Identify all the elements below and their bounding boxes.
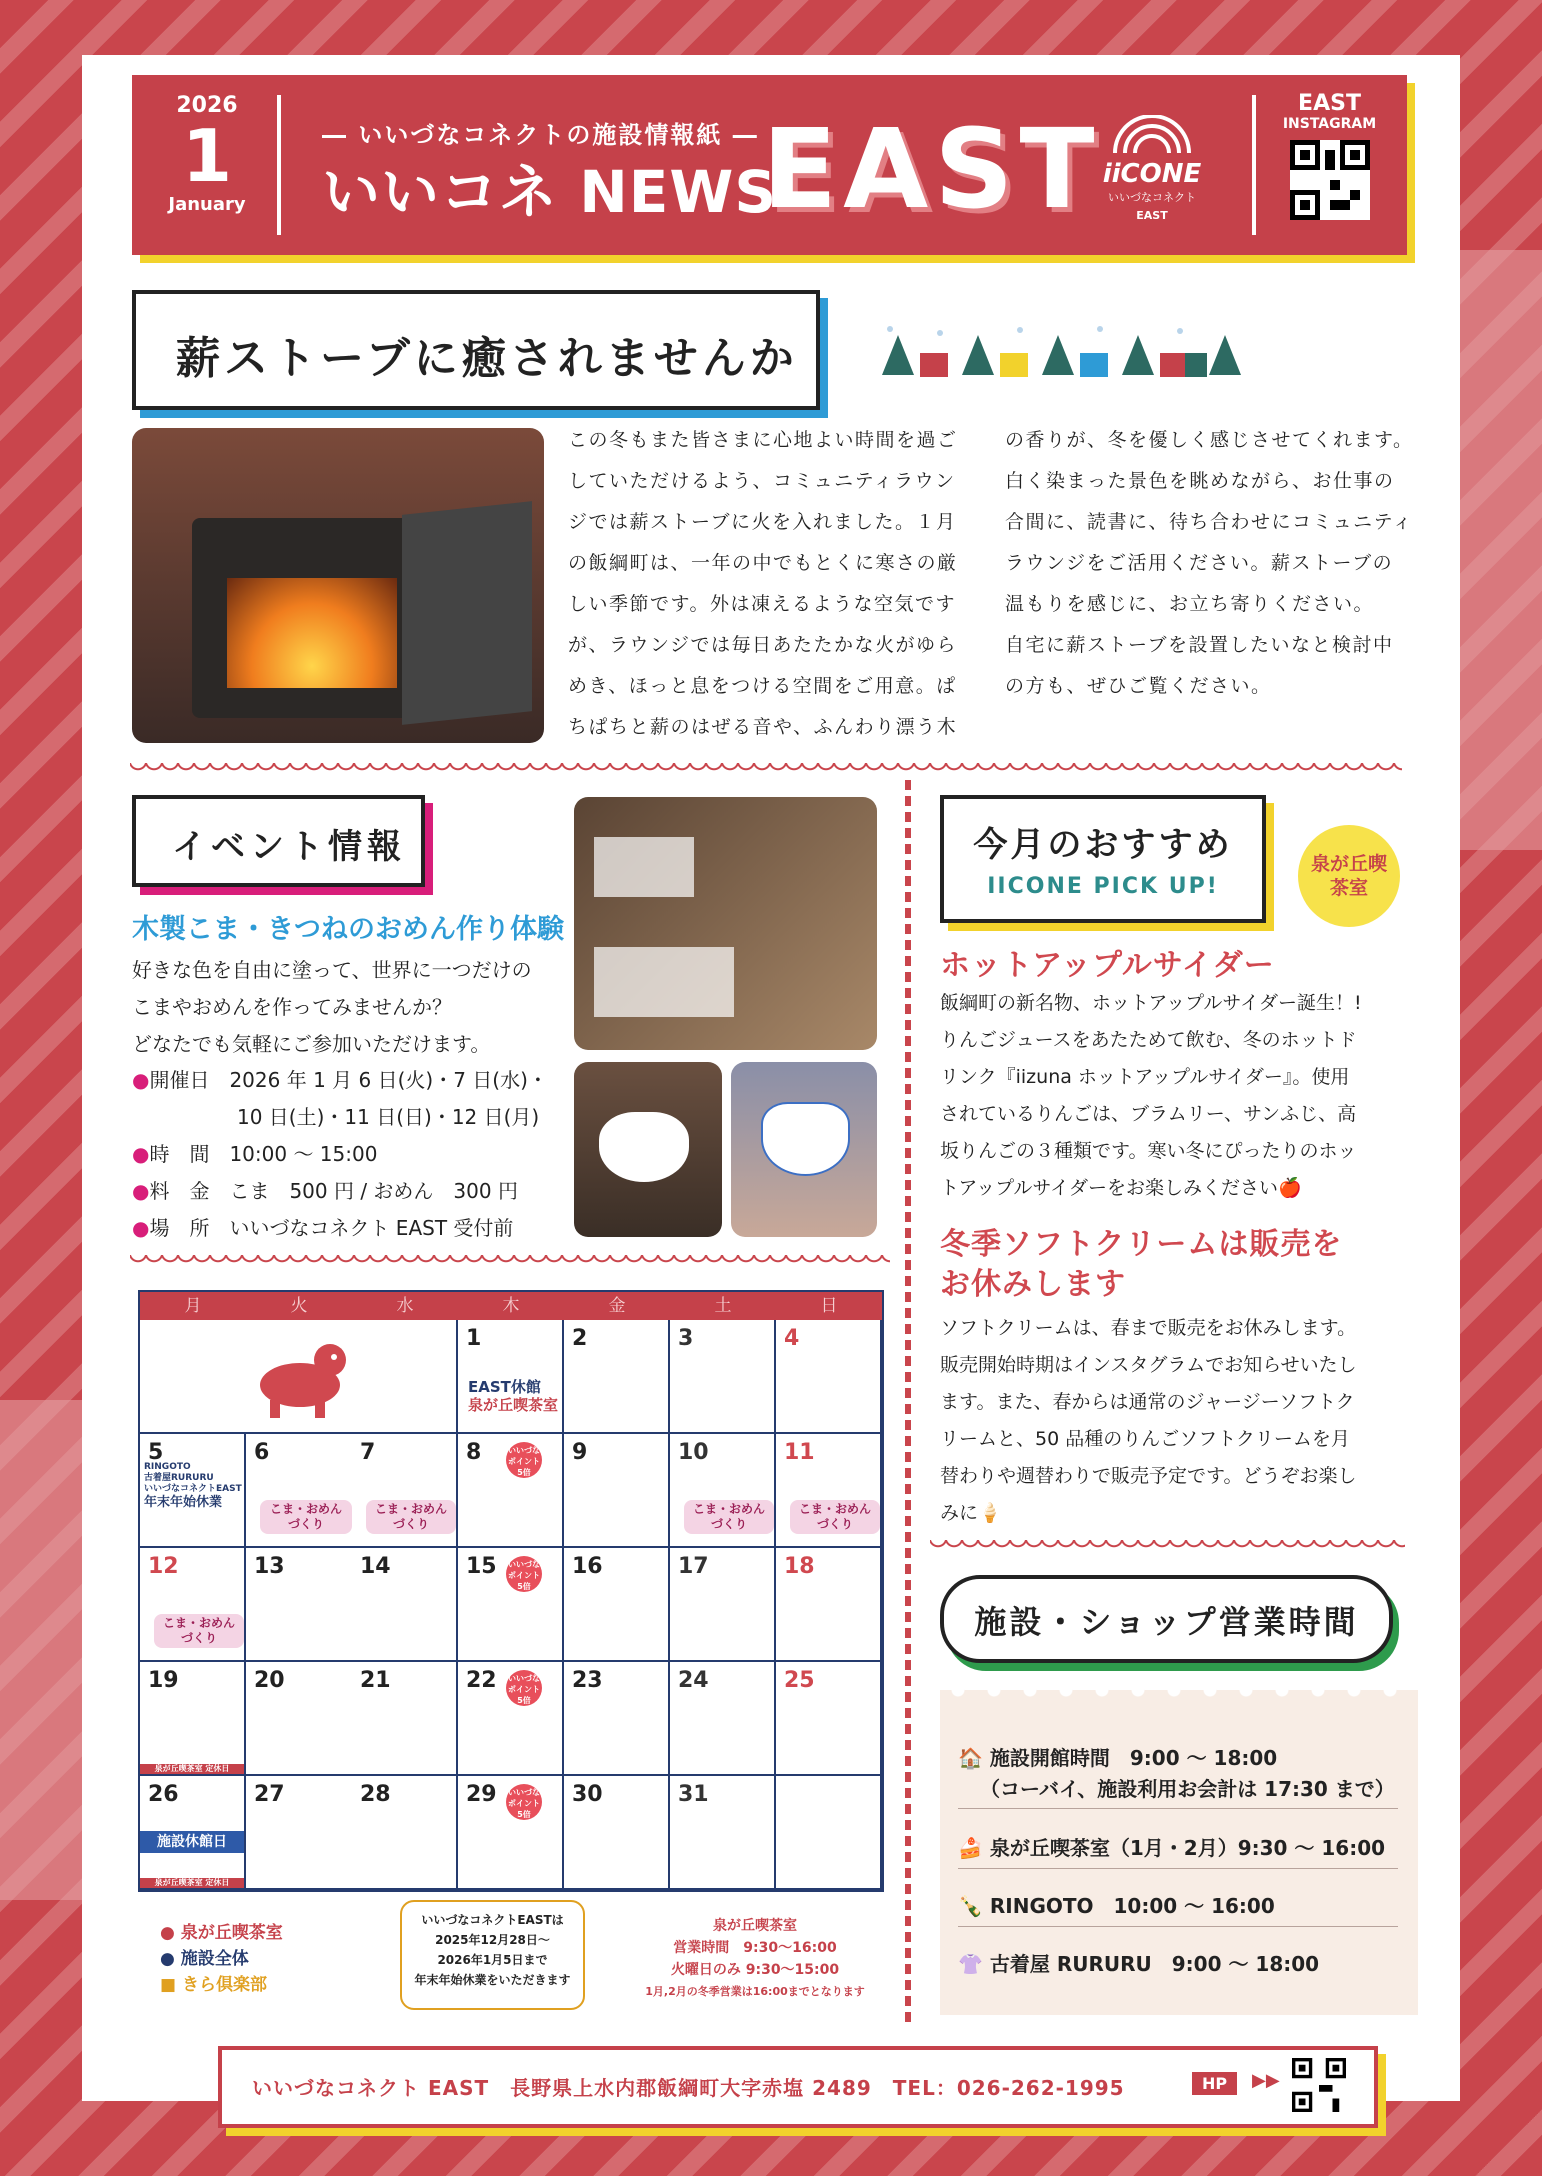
calendar-day <box>458 1548 564 1662</box>
day-number: 1 <box>466 1326 482 1351</box>
notice-line: 年末年始休業をいただきます <box>414 1973 571 1987</box>
pickup-item2-title-line: 冬季ソフトクリームは販売を <box>940 1227 1343 1262</box>
point-badge: いいづな ポイント 5倍 <box>506 1442 542 1478</box>
pickup-line: されているりんごは、ブラムリー、サンふじ、高 <box>940 1103 1357 1125</box>
cafe-badge: 泉が丘喫茶室 <box>1298 825 1400 927</box>
event-date-label: 開催日 <box>149 1068 210 1092</box>
calendar-day <box>458 1662 564 1776</box>
bullet-icon: ● <box>132 1142 150 1166</box>
calendar-day <box>352 1662 458 1776</box>
calendar-day <box>246 1776 352 1890</box>
pickup-line: 販売開始時期はインスタグラムでお知らせいたし <box>940 1354 1357 1376</box>
article-line: の飯綱町は、一年の中でもとくに寒さの厳 <box>568 552 958 574</box>
article-line: 白く染まった景色を眺めながら、お仕事の <box>1005 470 1395 492</box>
edition-title: EAST <box>762 105 1101 233</box>
calendar-day <box>140 1776 246 1890</box>
hours-facility: 🏠 施設開館時間 9:00 ～ 18:00 <box>958 1746 1278 1770</box>
vertical-divider <box>905 780 911 2025</box>
day-number: 2 <box>572 1326 588 1351</box>
event-desc-line: 好きな色を自由に塗って、世界に一つだけの <box>132 958 532 982</box>
calendar-day <box>140 1548 246 1662</box>
event-fee-label: 料 金 <box>149 1179 210 1203</box>
day-number: 11 <box>784 1440 815 1465</box>
event-photo-child-mask <box>731 1062 877 1237</box>
bullet-icon: ● <box>132 1216 150 1240</box>
event-description <box>132 952 572 1063</box>
calendar-day <box>564 1320 670 1434</box>
cafe-hours-tuesday: 火曜日のみ 9:30～15:00 <box>670 1962 840 1978</box>
calendar-day <box>776 1548 882 1662</box>
calendar-day <box>776 1662 882 1776</box>
bullet-icon: ● <box>132 1068 150 1092</box>
instagram-block <box>1267 91 1392 224</box>
new-year-label: 年末年始休業 <box>144 1495 223 1510</box>
hours-facility-note: （コーバイ、施設利用お会計は 17:30 まで） <box>980 1777 1395 1801</box>
day-number: 14 <box>360 1554 391 1579</box>
logo-east: EAST <box>1136 209 1168 222</box>
calendar-grid <box>140 1320 882 1890</box>
calendar-day <box>670 1776 776 1890</box>
day-number: 3 <box>678 1326 694 1351</box>
cafe-closed-label: 泉が丘喫茶室 定休日 <box>140 1878 244 1888</box>
day-number: 31 <box>678 1782 709 1807</box>
east-closed-label: EAST休館 <box>468 1378 541 1396</box>
day-number: 15 <box>466 1554 497 1579</box>
instagram-qr-code[interactable] <box>1290 140 1370 220</box>
calendar-day <box>246 1548 352 1662</box>
day-number: 22 <box>466 1668 497 1693</box>
issue-month-number: 1 <box>181 114 233 198</box>
pickup-line: 飯綱町の新名物、ホットアップルサイダー誕生！! <box>940 992 1362 1014</box>
calendar <box>138 1290 884 1892</box>
event-time-label: 時 間 <box>149 1142 210 1166</box>
pickup-item1-title: ホットアップルサイダー <box>940 948 1275 983</box>
instagram-label-2: INSTAGRAM <box>1282 116 1377 132</box>
hp-link[interactable]: HP <box>1192 2072 1237 2095</box>
pickup-line: りんごジュースをあたためて飲む、冬のホットド <box>940 1029 1357 1051</box>
iicone-logo <box>1092 115 1212 222</box>
calendar-day <box>352 1548 458 1662</box>
pickup-item2-title-line: お休みします <box>940 1267 1126 1302</box>
calendar-day <box>246 1662 352 1776</box>
bus-icon: ■ <box>160 1975 177 1995</box>
article-line: しい季節です。外は凍えるような空気です <box>568 593 956 615</box>
footer-address: いいづなコネクト EAST 長野県上水内郡飯綱町大字赤塩 2489 TEL：026-262-1995 <box>252 2076 1125 2100</box>
day-number: 17 <box>678 1554 709 1579</box>
event-fee-value: こま 500 円 / おめん 300 円 <box>229 1179 518 1203</box>
calendar-illustration <box>140 1320 458 1434</box>
workshop-chip: こま・おめん づくり <box>154 1614 244 1648</box>
day-number: 8 <box>466 1440 482 1465</box>
calendar-day <box>246 1434 352 1548</box>
article-line: ジでは薪ストーブに火を入れました。１月 <box>568 511 957 533</box>
weekday-label: 日 <box>820 1296 838 1316</box>
article-line: の方も、ぜひご覧ください。 <box>1005 675 1272 697</box>
event-desc-line: どなたでも気軽にご参加いただけます。 <box>132 1032 491 1056</box>
background-block <box>0 1400 82 1900</box>
hours-title: 施設・ショップ営業時間 <box>974 1603 1359 1641</box>
issue-month-name: January <box>168 194 246 215</box>
event-photo-masks <box>574 1062 722 1237</box>
horse-icon <box>230 1330 370 1420</box>
calendar-day <box>564 1548 670 1662</box>
instagram-label-1: EAST <box>1298 91 1361 116</box>
feature-article-col1 <box>568 420 988 748</box>
facility-closed-label: 施設休館日 <box>140 1831 244 1853</box>
day-number: 4 <box>784 1326 800 1351</box>
hours-rururu: 👚 古着屋 RURURU 9:00 ～ 18:00 <box>958 1952 1320 1976</box>
point-badge: いいづな ポイント 5倍 <box>506 1670 542 1706</box>
day-number: 27 <box>254 1782 285 1807</box>
newsletter-name: いいコネ NEWS <box>322 158 778 226</box>
notice-line: いいづなコネクトEASTは <box>421 1913 564 1927</box>
article-line: めき、ほっと息をつける空間をご用意。ぱ <box>568 675 957 697</box>
day-number: 13 <box>254 1554 285 1579</box>
legend-facility: 施設全体 <box>180 1949 249 1969</box>
day-number: 6 <box>254 1440 270 1465</box>
hours-divider <box>958 1868 1398 1869</box>
issue-date <box>152 93 262 215</box>
calendar-day <box>776 1434 882 1548</box>
article-line: ちぱちと薪のはぜる音や、ふんわり漂う木 <box>568 716 958 738</box>
pickup-subtitle: IICONE PICK UP! <box>987 874 1219 899</box>
issue-year: 2026 <box>176 93 238 118</box>
article-line: ラウンジをご活用ください。薪ストーブの <box>1005 552 1394 574</box>
calendar-day <box>564 1434 670 1548</box>
day-number: 18 <box>784 1554 815 1579</box>
divider <box>1252 95 1256 235</box>
winter-village-illustration <box>880 325 1250 395</box>
calendar-day <box>140 1662 246 1776</box>
workshop-chip: こま・おめん づくり <box>260 1500 352 1534</box>
day-number: 12 <box>148 1554 179 1579</box>
wavy-divider <box>930 1540 1405 1552</box>
calendar-day <box>458 1320 564 1434</box>
weekday-label: 水 <box>396 1296 414 1316</box>
dot-icon: ● <box>160 1949 175 1969</box>
cafe-hours: 営業時間 9:30～16:00 <box>673 1940 837 1956</box>
workshop-chip: こま・おめん づくり <box>366 1500 456 1534</box>
workshop-chip: こま・おめん づくり <box>684 1500 774 1534</box>
pickup-item1-text <box>940 985 1410 1207</box>
arrow-icon: ▶▶ <box>1252 2070 1280 2091</box>
pickup-line: リンク『iizuna ホットアップルサイダー』。使用 <box>940 1066 1350 1088</box>
pickup-title: 今月のおすすめ <box>973 825 1233 865</box>
day-number: 16 <box>572 1554 603 1579</box>
calendar-legend <box>160 1920 283 1998</box>
event-time-value: 10:00 ～ 15:00 <box>229 1142 378 1166</box>
event-date-value: 10 日(土)・11 日(日)・12 日(月) <box>237 1105 540 1129</box>
calendar-day <box>458 1434 564 1548</box>
workshop-chip: こま・おめん づくり <box>790 1500 880 1534</box>
weekday-label: 土 <box>714 1296 732 1316</box>
notice-line: 2026年1月5日まで <box>437 1953 548 1967</box>
article-line: の香りが、冬を優しく感じさせてくれます。 <box>1005 429 1414 451</box>
hours-notepad <box>940 1690 1418 2015</box>
day-number: 23 <box>572 1668 603 1693</box>
feature-article-col2 <box>1005 420 1425 707</box>
pickup-line: みに🍦 <box>940 1502 1002 1524</box>
weekday-label: 金 <box>608 1296 626 1316</box>
hours-ringoto: 🍾 RINGOTO 10:00 ～ 16:00 <box>958 1894 1275 1918</box>
calendar-day <box>140 1434 246 1548</box>
closure-label <box>144 1462 242 1511</box>
event-photo-painting <box>574 797 877 1050</box>
logo-text: iiCONE <box>1102 159 1202 189</box>
article-line: 合間に、読書に、待ち合わせにコミュニティ <box>1005 511 1414 533</box>
event-name: 木製こま・きつねのおめん作り体験 <box>132 914 564 945</box>
hours-cafe: 🍰 泉が丘喫茶室（1月・2月）9:30 ～ 16:00 <box>958 1836 1386 1860</box>
footer <box>218 2046 1378 2128</box>
apple-icon: ● <box>160 1923 175 1943</box>
legend-cafe: 泉が丘喫茶室 <box>180 1923 283 1943</box>
calendar-day <box>670 1320 776 1434</box>
calendar-day <box>564 1776 670 1890</box>
day-number: 5 <box>148 1440 164 1465</box>
pickup-line: 坂りんごの３種類です。寒い冬にぴったりのホッ <box>940 1140 1357 1162</box>
day-number: 28 <box>360 1782 391 1807</box>
hp-qr-code[interactable] <box>1292 2058 1346 2112</box>
calendar-day <box>670 1548 776 1662</box>
day-number: 30 <box>572 1782 603 1807</box>
calendar-day <box>564 1662 670 1776</box>
calendar-empty <box>776 1776 882 1890</box>
day-number: 21 <box>360 1668 391 1693</box>
pickup-item2-title <box>940 1225 1342 1305</box>
cafe-winter-note: 1月,2月の冬季営業は16:00までとなります <box>645 1985 865 1998</box>
feature-title: 薪ストーブに癒されませんか <box>176 333 798 384</box>
notepad-rings <box>940 1678 1418 1702</box>
cafe-closed-label: 泉が丘喫茶室 定休日 <box>140 1764 244 1774</box>
closure-label <box>468 1378 558 1414</box>
pickup-line: リームと、50 品種のりんごソフトクリームを月 <box>940 1428 1350 1450</box>
event-date-value: 2026 年 1 月 6 日(火)・7 日(水)・ <box>229 1068 548 1092</box>
article-line: が、ラウンジでは毎日あたたかな火がゆら <box>568 634 958 656</box>
event-desc-line: こまやおめんを作ってみませんか？ <box>132 995 452 1019</box>
day-number: 10 <box>678 1440 709 1465</box>
event-title-box <box>132 795 425 887</box>
rururu-label: 古着屋RURURU <box>144 1473 214 1483</box>
cafe-title: 泉が丘喫茶室 <box>713 1918 797 1934</box>
event-place-label: 場 所 <box>149 1216 210 1240</box>
pickup-line: 替わりや週替わりで販売予定です。どうぞお楽し <box>940 1465 1357 1487</box>
day-number: 25 <box>784 1668 815 1693</box>
calendar-day <box>670 1434 776 1548</box>
notice-line: 2025年12月28日～ <box>435 1933 550 1947</box>
ringoto-label: RINGOTO <box>144 1462 191 1472</box>
bullet-icon: ● <box>132 1179 150 1203</box>
new-year-notice <box>400 1900 585 2010</box>
feature-title-box <box>132 290 820 410</box>
article-line: していただけるよう、コミュニティラウン <box>568 470 956 492</box>
logo-subtext: いいづなコネクト <box>1108 191 1196 204</box>
day-number: 29 <box>466 1782 497 1807</box>
newsletter-subtitle: ― いいづなコネクトの施設情報紙 ― <box>322 121 759 149</box>
calendar-day <box>352 1434 458 1548</box>
weekday-label: 月 <box>184 1296 202 1316</box>
calendar-day <box>776 1320 882 1434</box>
day-number: 26 <box>148 1782 179 1807</box>
cafe-label: 泉が丘喫茶室 <box>468 1396 559 1414</box>
wood-stove-photo <box>132 428 544 743</box>
point-badge: いいづな ポイント 5倍 <box>506 1784 542 1820</box>
day-number: 7 <box>360 1440 376 1465</box>
weekday-label: 木 <box>502 1296 520 1316</box>
calendar-day <box>352 1776 458 1890</box>
wavy-divider <box>130 763 1402 775</box>
day-number: 19 <box>148 1668 179 1693</box>
calendar-header <box>140 1292 882 1320</box>
rainbow-logo-icon <box>1107 115 1197 155</box>
event-section-title: イベント情報 <box>172 827 406 867</box>
event-place-value: いいづなコネクト EAST 受付前 <box>229 1216 514 1240</box>
article-line: 温もりを感じに、お立ち寄りください。 <box>1005 593 1375 615</box>
calendar-day <box>670 1662 776 1776</box>
day-number: 20 <box>254 1668 285 1693</box>
pickup-line: ます。また、春からは通常のジャージーソフトク <box>940 1391 1355 1413</box>
day-number: 9 <box>572 1440 588 1465</box>
hours-divider <box>958 1926 1398 1927</box>
event-details <box>132 1062 572 1247</box>
hours-title-box <box>940 1575 1393 1663</box>
calendar-day <box>458 1776 564 1890</box>
legend-kira-club: きら倶楽部 <box>181 1975 267 1995</box>
pickup-title-box <box>940 795 1266 923</box>
article-line: この冬もまた皆さまに心地よい時間を過ご <box>568 429 958 451</box>
wavy-divider <box>130 1255 890 1267</box>
pickup-item2-text <box>940 1310 1410 1532</box>
masthead <box>132 75 1407 255</box>
pickup-line: トアップルサイダーをお楽しみください🍎 <box>940 1177 1302 1199</box>
article-line: 自宅に薪ストーブを設置したいなと検討中 <box>1005 634 1394 656</box>
hours-divider <box>958 1808 1398 1809</box>
east-label: いいづなコネクトEAST <box>144 1484 242 1494</box>
pickup-line: ソフトクリームは、春まで販売をお休みします。 <box>940 1317 1357 1339</box>
weekday-label: 火 <box>290 1296 308 1316</box>
cafe-hours-note <box>630 1915 880 2003</box>
point-badge: いいづな ポイント 5倍 <box>506 1556 542 1592</box>
day-number: 24 <box>678 1668 709 1693</box>
divider <box>277 95 281 235</box>
